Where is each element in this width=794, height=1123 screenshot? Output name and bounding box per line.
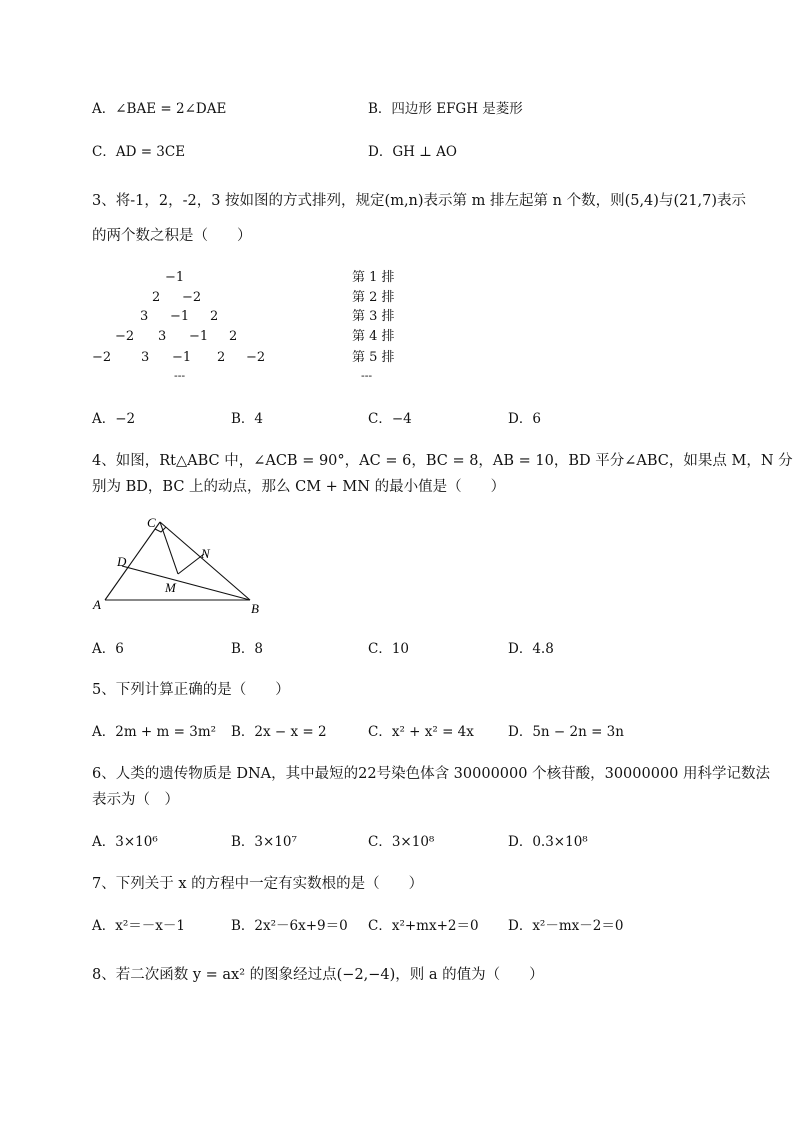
tri-r2-c1: 2	[152, 290, 161, 305]
q2-option-d: D．GH ⊥ AO	[368, 144, 457, 160]
tri-r4-c2: 3	[158, 329, 167, 344]
q3-option-a: A．−2	[92, 411, 136, 427]
tri-r4-c1: −2	[115, 329, 135, 344]
tri-r3-c1: 3	[140, 309, 149, 324]
q5-option-b: B．2x − x = 2	[231, 724, 327, 740]
tri-r5-c4: 2	[217, 350, 226, 365]
q6-option-d: D．0.3×10⁸	[508, 834, 588, 850]
q3-option-c: C．−4	[368, 411, 412, 427]
q8-stem: 8、若二次函数 y = ax² 的图象经过点(−2,−4)，则 a 的值为（ ）	[92, 967, 544, 983]
q4-option-a: A．6	[92, 641, 124, 657]
q6-option-c: C．3×10⁸	[368, 834, 435, 850]
tri-r1-c1: −1	[165, 270, 185, 285]
q3-stem-line2: 的两个数之积是（ ）	[92, 228, 252, 244]
q5-stem: 5、下列计算正确的是（ ）	[92, 682, 290, 698]
q4-stem-line1: 4、如图，Rt△ABC 中，∠ACB = 90°，AC = 6，BC = 8，AB = 10，BD 平分∠ABC，如果点 M，N 分	[92, 453, 793, 469]
q7-option-d: D．x²－mx－2＝0	[508, 918, 624, 934]
row-label-3: 第 3 排	[352, 309, 395, 324]
q5-option-a: A．2m + m = 3m²	[92, 724, 217, 740]
q6-stem-line2: 表示为（ ）	[92, 792, 179, 808]
row-label-1: 第 1 排	[352, 270, 395, 285]
q4-option-d: D．4.8	[508, 641, 554, 657]
tri-r2-c2: −2	[182, 290, 202, 305]
tri-r3-c2: −1	[170, 309, 190, 324]
tri-r5-c1: −2	[92, 350, 112, 365]
tri-ellipsis: ---	[174, 369, 186, 382]
side-ac	[105, 522, 160, 600]
q7-option-b: B．2x²－6x+9＝0	[231, 918, 348, 934]
q4-option-b: B．8	[231, 641, 264, 657]
q6-option-b: B．3×10⁷	[231, 834, 297, 850]
q5-option-c: C．x² + x² = 4x	[368, 724, 474, 740]
label-a: A	[93, 597, 101, 612]
tri-r4-c3: −1	[189, 329, 209, 344]
label-c: C	[147, 515, 156, 530]
q7-stem: 7、下列关于 x 的方程中一定有实数根的是（ ）	[92, 876, 424, 892]
q3-stem-line1: 3、将-1，2，-2，3 按如图的方式排列，规定(m,n)表示第 m 排左起第 n 个数，则(5,4)与(21,7)表示	[92, 193, 747, 209]
tri-r3-c3: 2	[210, 309, 219, 324]
q6-stem-line1: 6、人类的遗传物质是 DNA，其中最短的22号染色体含 30000000 个核苷酸，30000000 用科学记数法	[92, 766, 770, 782]
q7-option-a: A．x²＝－x－1	[92, 918, 185, 934]
q3-option-d: D．6	[508, 411, 541, 427]
row-label-ellipsis: ---	[361, 369, 373, 382]
label-m: M	[165, 580, 176, 595]
tri-r5-c5: −2	[246, 350, 266, 365]
q2-option-b: B．四边形 EFGH 是菱形	[368, 101, 523, 117]
label-b: B	[251, 601, 259, 616]
row-label-4: 第 4 排	[352, 329, 395, 344]
right-angle-mark	[155, 527, 166, 532]
q4-option-c: C．10	[368, 641, 410, 657]
q4-stem-line2: 别为 BD，BC 上的动点，那么 CM + MN 的最小值是（ ）	[92, 479, 506, 495]
tri-r5-c2: 3	[141, 350, 150, 365]
q4-triangle-figure	[88, 510, 278, 620]
q2-option-c: C．AD = 3CE	[92, 144, 186, 160]
row-label-2: 第 2 排	[352, 290, 395, 305]
q5-option-d: D．5n − 2n = 3n	[508, 724, 624, 740]
row-label-5: 第 5 排	[352, 350, 395, 365]
q7-option-c: C．x²+mx+2＝0	[368, 918, 479, 934]
q3-option-b: B．4	[231, 411, 264, 427]
tri-r4-c4: 2	[229, 329, 238, 344]
label-n: N	[201, 546, 210, 561]
q6-option-a: A．3×10⁶	[92, 834, 158, 850]
label-d: D	[117, 554, 127, 569]
q2-option-a: A．∠BAE = 2∠DAE	[92, 101, 227, 117]
tri-r5-c3: −1	[172, 350, 192, 365]
